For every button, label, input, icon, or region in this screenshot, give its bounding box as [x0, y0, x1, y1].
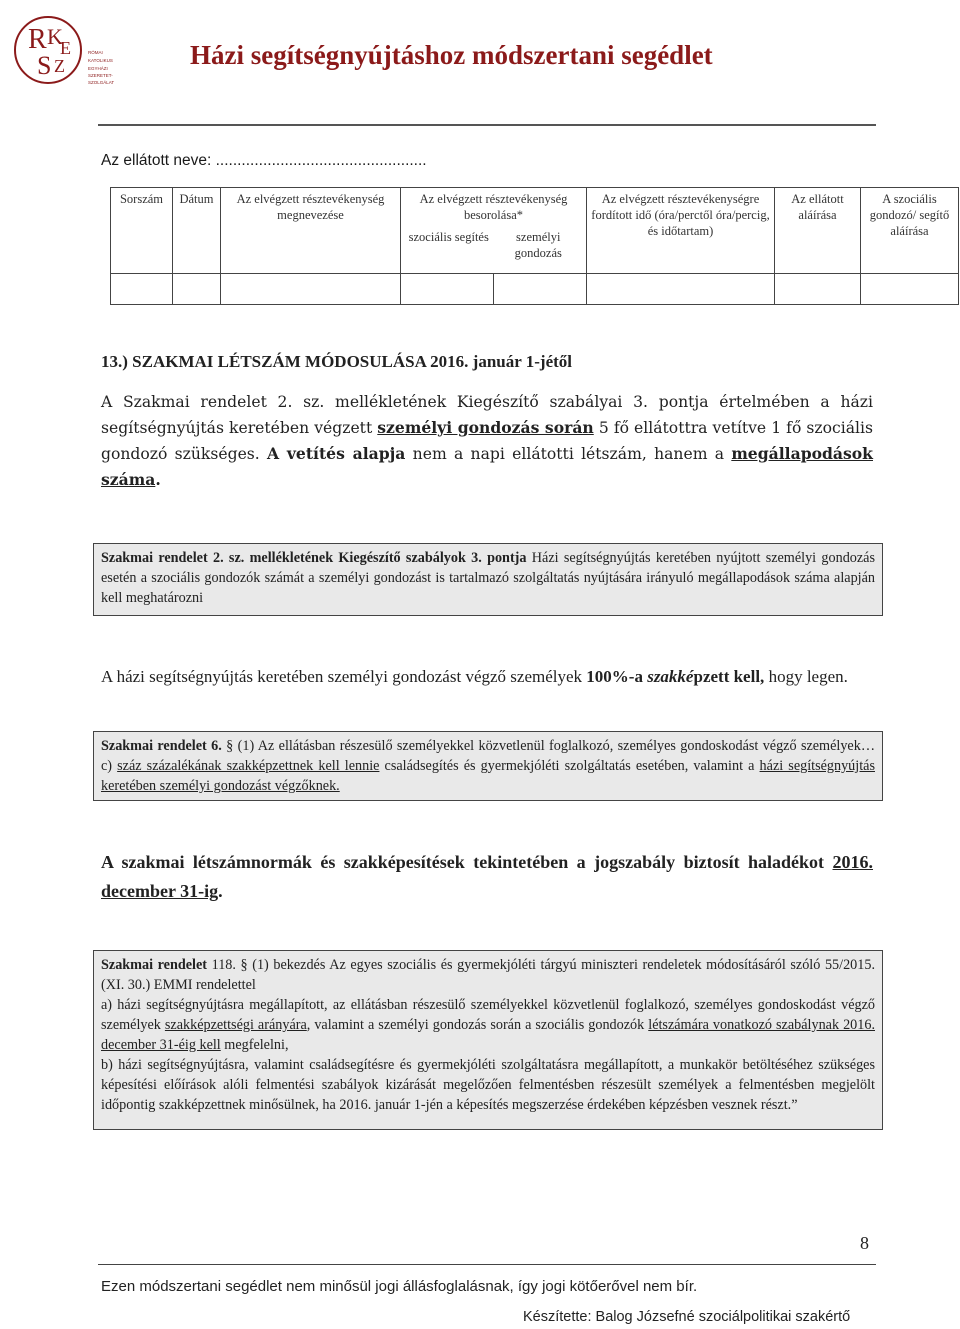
- col-header-datum: Dátum: [173, 188, 221, 274]
- besorolas-label: Az elvégzett résztevékenység besorolása*: [419, 192, 568, 222]
- footer-divider: [98, 1264, 876, 1265]
- col-header-besorolas: [401, 188, 587, 274]
- qualification-paragraph: A házi segítségnyújtás keretében személyi gondozást végző személyek 100%-a szakképzett kell, hogy legen.: [101, 667, 848, 686]
- col-header-sorszam: Sorszám: [111, 188, 173, 274]
- footer-disclaimer: Ezen módszertani segédlet nem minősül jogi állásfoglalásnak, így jogi kötőerővel nem bír.: [101, 1278, 698, 1295]
- col-header-gondozo-alairas: A szociális gondozó/ segítő aláírása: [861, 188, 959, 274]
- section-heading: 13.) SZAKMAI LÉTSZÁM MÓDOSULÁSA 2016. január 1-jétől: [101, 352, 572, 371]
- svg-text:SZERETET-: SZERETET-: [88, 73, 113, 78]
- footer-author: Készítette: Balog Józsefné szociálpolitikai szakértő: [523, 1309, 851, 1325]
- svg-text:K: K: [47, 24, 63, 49]
- rkesz-logo: [10, 8, 120, 92]
- svg-text:E: E: [60, 38, 71, 58]
- table-cell: [401, 274, 587, 305]
- activity-log-table: [110, 187, 959, 305]
- sub-header-szemelyi: személyi gondozás: [514, 230, 562, 260]
- regulation-quote-box: Szakmai rendelet 6. § (1) Az ellátásban részesülő személyekkel közvetlenül foglalkozó, személyes gondoskodást végző személyek… c) száz százalékának szakképzettnek kell lennie családsegítés és gyermekjóléti szolgáltatás esetében, valamint a házi segítségnyújtás keretében személyi gondozást végzőknek.: [93, 731, 883, 801]
- page-number: 8: [860, 1233, 869, 1253]
- table-row: [111, 274, 959, 305]
- table-cell: [775, 274, 861, 305]
- table-cell: [173, 274, 221, 305]
- regulation-quote-box: Szakmai rendelet 2. sz. mellékletének Kiegészítő szabályok 3. pontja Házi segítségnyújtás keretében nyújtott személyi gondozás esetén a szociális gondozók számát a személyi gondozást is tartalmazó szolgáltatás nyújtására irányuló megállapodások száma alapján kell meghatározni: [93, 543, 883, 616]
- table-cell: [111, 274, 173, 305]
- svg-text:KATOLIKUS: KATOLIKUS: [88, 58, 113, 63]
- svg-text:RÓMAI: RÓMAI: [88, 50, 103, 55]
- col-header-megnevezes: Az elvégzett résztevékenység megnevezése: [221, 188, 401, 274]
- svg-text:S: S: [37, 51, 52, 80]
- svg-text:R: R: [28, 24, 47, 55]
- header-divider: [98, 124, 876, 126]
- col-header-ellatott-alairas: Az ellátott aláírása: [775, 188, 861, 274]
- table-cell: [221, 274, 401, 305]
- svg-text:SZOLGÁLAT: SZOLGÁLAT: [88, 80, 115, 85]
- table-cell: [587, 274, 775, 305]
- client-name-field: Az ellátott neve: .................................................: [101, 152, 427, 169]
- svg-text:Z: Z: [54, 56, 65, 76]
- regulation-quote-box: Szakmai rendelet 118. § (1) bekezdés Az egyes szociális és gyermekjóléti tárgyú miniszteri rendeletek módosításáról szóló 55/2015. (XI. 30.) EMMI rendelettel a) házi segítségnyújtásra megállapított, az ellátásban részesülő személyekkel közvetlenül foglalkozó, személyes gondoskodást végző személyek szakképzettségi arányára, valamint a személyi gondozás során a szociális gondozók létszámára vonatkozó szabálynak 2016. december 31-éig kell megfelelni, b) házi segítségnyújtásra, valamint családsegítésre és gyermekjóléti szolgáltatásra megállapított, a munkakör betöltéséhez szükséges képesítési előírások alóli felmentési szabályok kizárását megelőzően felmentésben részesült személyek a felmentésben megjelölt időpontig szakképzettnek minősülnek, ha 2016. január 1-jén a képesítés megszerzése érdekében képzésben vesznek részt.”: [93, 950, 883, 1130]
- table-cell: [861, 274, 959, 305]
- deadline-paragraph: A szakmai létszámnormák és szakképesítések tekintetében a jogszabály biztosít haladékot 2016. december 31-ig.: [101, 852, 873, 901]
- section-paragraph: A Szakmai rendelet 2. sz. mellékletének Kiegészítő szabályai 3. pontja értelmében a házi segítségnyújtás keretében végzett személyi gondozás során 5 fő ellátottra vetítve 1 fő szociális gondozó szükséges. A vetítés alapja nem a napi ellátotti létszám, hanem a megállapodások száma.: [101, 393, 874, 489]
- document-title: Házi segítségnyújtáshoz módszertani segédlet: [190, 40, 713, 70]
- svg-text:EGYHÁZI: EGYHÁZI: [88, 66, 108, 71]
- sub-header-szocialis: szociális segítés: [408, 230, 489, 244]
- col-header-ido: Az elvégzett résztevékenységre fordított idő (óra/perctől óra/percig, és időtartam): [587, 188, 775, 274]
